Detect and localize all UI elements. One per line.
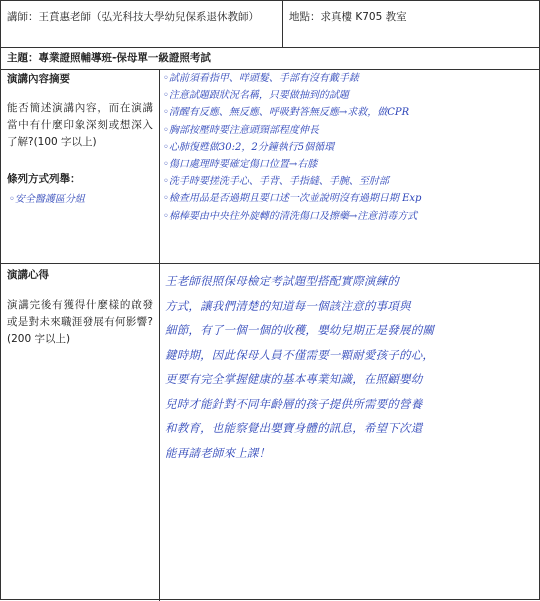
venue-field [289,9,529,26]
divider-line [1,47,539,48]
list-item: ◦胸部按壓時要注意頭頸部程度伸長 [163,124,319,136]
format-heading: 條列方式列舉： [7,173,81,185]
summary-heading: 演講內容摘要 [7,73,70,85]
paragraph-line: 鍵時期，因此保母人員不僅需要一顆耐愛孩子的心， [165,347,435,362]
speaker-field [7,9,275,26]
paragraph-line: 王老師很照保母檢定考試題型搭配實際演練的 [165,274,399,288]
list-item: ◦注意試題跟狀況名稱，只要做抽到的試題 [163,90,349,102]
list-item: ◦心肺復甦做30:2，2分鐘執行5個循環 [163,141,335,153]
summary-prompt: 能否簡述演講內容，而在演講當中有什麼印象深刻或想深入了解?(100 字以上) [7,102,153,148]
header-divider [282,1,283,47]
column-divider [159,69,160,601]
summary-notes [163,70,537,225]
reflection-prompt: 演講完後有獲得什麼樣的啟發或是對未來職涯發展有何影響?(200 字以上) [7,299,153,345]
reflection-body [165,269,535,465]
paragraph-line: 和教育，也能察覺出嬰寶身體的訊息，希望下次還 [165,421,423,435]
speaker-name: 王賁惠老師（弘光科技大學幼兒保系退休教師） [38,11,259,23]
list-item: ◦傷口處理時要確定傷口位置→右膝 [163,159,318,171]
topic-label: 主題： [7,52,39,64]
list-item: ◦檢查用品是否過期且要口述一次並說明沒有過期日期 Exp [163,193,422,205]
venue-label: 地點： [289,11,321,23]
reflection-heading: 演講心得 [7,269,49,281]
topic-text: 專業證照輔導班-保母單一級證照考試 [38,52,211,64]
paragraph-line: 方式，讓我們清楚的知道每一個該注意的事項與 [165,298,411,313]
paragraph-line: 細節，有了一個一個的收穫，嬰幼兒期正是發展的關 [165,323,435,337]
divider-line [1,263,539,264]
speaker-label: 講師： [7,11,39,23]
paragraph-line: 能再請老師來上課！ [165,445,271,460]
paragraph-line: 更要有完全掌握健康的基本專業知識，在照顧嬰幼 [165,372,423,386]
venue-value: 求真樓 K705 教室 [320,11,407,23]
list-item: ◦洗手時要搓洗手心、手背、手指縫、手腕、至肘部 [163,176,389,188]
topic-field [7,50,527,67]
summary-example: ◦安全醫護區分組 [9,194,85,205]
list-item: ◦清醒有反應、無反應、呼吸對答無反應→求救，做CPR [163,107,410,119]
paragraph-line: 兒時才能針對不同年齡層的孩子提供所需要的營養 [165,396,423,411]
list-item: ◦試前須看指甲、咩頭髮、手部有沒有戴手錶 [163,73,359,84]
list-item: ◦棉棒要由中央往外旋轉的清洗傷口及擦藥→注意消毒方式 [163,210,418,222]
